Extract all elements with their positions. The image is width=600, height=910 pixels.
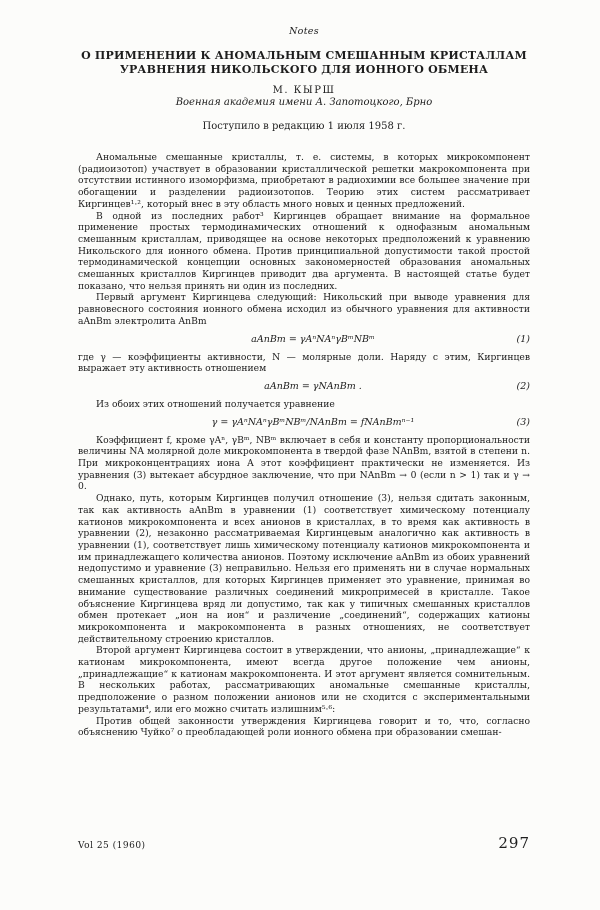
equation-1-number: (1) [516,333,530,345]
paragraph-6: Коэффициент f, кроме γAⁿ, γBᵐ, NBᵐ включает в себя и константу пропорциональности величины NA молярной доле микрокомпонента в твердой фазе NAnBm, взятой в степени n. При микроконцентрациях иона A этот коэффициент практически не изменяется. Из уравнения (3) вытекает абсурдное заключение, что при NAnBm → 0 (если n > 1) так и γ → 0. [78,434,530,493]
paragraph-7: Однако, путь, которым Киргинцев получил отношение (3), нельзя сдитать законным, так как активность aAnBm в уравнении (1) соответствует химическому потенциалу катионов микрокомпонента и всех анионов в кристаллах, в то время как активность в уравнении (2), незаконно рассматриваемая Киргинцевым аналогично как активность в уравнении (1), соответствует лишь химическому потенциалу катионов микрокомпонента и им принадлежащего количества анионов. Поэтому исключение aAnBm из обоих уравнений недопустимо и уравнение (3) неправильно. Нельзя его применять ни в случае нормальных смешанных кристаллов, для которых Киргинцев применяет это уравнение, принимая во внимание существование различных соединений микропримесей в кристалле. Такое объяснение Киргинцева вряд ли допустимо, так как у типичных смешанных кристаллов обмен протекает „ион на ион“ и различение „соединений“, содержащих катионы микрокомпонента и макрокомпонента в разных отношениях, не соответствует действительному строению кристаллов. [78,493,530,645]
received-date: Поступило в редакцию 1 июля 1958 г. [202,121,406,132]
article-body [78,152,530,739]
equation-2-body: aAnBm = γNAnBm . [264,381,362,393]
equation-2 [78,375,530,399]
paragraph-2: В одной из последних работ³ Киргинцев обращает внимание на формальное применение простых термодинамических отношений к однофазным аномальным смешанным кристаллам, приводящее на основе некоторых предположений к уравнению Никольского для ионного обмена. Против принципиальной допустимости такой простой термодинамической концепции основных закономерностей образования аномальных смешанных кристаллов Киргинцев приводит два аргумента. В настоящей статье будет показано, что нельзя принять ни один из последних. [78,210,530,292]
page-number: 297 [498,834,530,852]
equation-2-number: (2) [516,381,530,393]
equation-1-body: aAnBm = γAⁿNAⁿγBᵐNBᵐ [251,333,375,345]
equation-3-number: (3) [516,416,530,428]
running-head: Notes [289,26,319,37]
equation-3 [78,411,530,435]
equation-1 [78,328,530,352]
paragraph-1: Аномальные смешанные кристаллы, т. е. системы, в которых микрокомпонент (радиоизотоп) участвует в образовании кристаллической решетки макрокомпонента при отсутствии истинного изоморфизма, приобретают в радиохимии все большее значение при обогащении и разделении радиоизотопов. Теорию этих систем рассматривает Киргинцев¹·², который внес в эту область много новых и ценных предложений. [78,152,530,210]
paragraph-5: Из обоих этих отношений получается уравнение [96,398,335,410]
volume-label: Vol 25 (1960) [78,841,146,851]
equation-3-body: γ = γAⁿNAⁿγBᵐNBᵐ/NAnBm = fNAnBmⁿ⁻¹ [211,416,415,428]
page-footer [78,834,530,852]
author-name: М. КЫРШ [272,85,336,96]
article-title: О ПРИМЕНЕНИИ К АНОМАЛЬНЫМ СМЕШАННЫМ КРИСТАЛЛАМ УРАВНЕНИЯ НИКОЛЬСКОГО ДЛЯ ИОННОГО ОБМЕНА [81,49,527,76]
paragraph-4: где γ — коэффициенты активности, N — молярные доли. Наряду с этим, Киргинцев выражает эту активность отношением [78,351,530,375]
author-affiliation: Военная академия имени А. Запотоцкого, Брно [175,97,433,108]
paragraph-8: Второй аргумент Киргинцева состоит в утверждении, что анионы, „принадлежащие“ к катионам микрокомпонента, имеют всегда другое положение чем анионы, „принадлежащие“ к катионам макрокомпонента. И этот аргумент является сомнительным. В нескольких работах, рассматривающих аномальные смешанные кристаллы, предположение о разном положении анионов или не сходится с экспериментальными результатами⁴, или его можно считать излишним⁵·⁶: [78,645,530,715]
paragraph-3: Первый аргумент Киргинцева следующий: Никольский при выводе уравнения для равновесного состояния ионного обмена исходил из обычного уравнения для активности aAnBm электролита AnBm [78,292,530,327]
paragraph-9: Против общей законности утверждения Киргинцева говорит и то, что, согласно объяснению Чуйко⁷ о преобладающей роли ионного обмена при образовании смешан- [78,715,530,739]
